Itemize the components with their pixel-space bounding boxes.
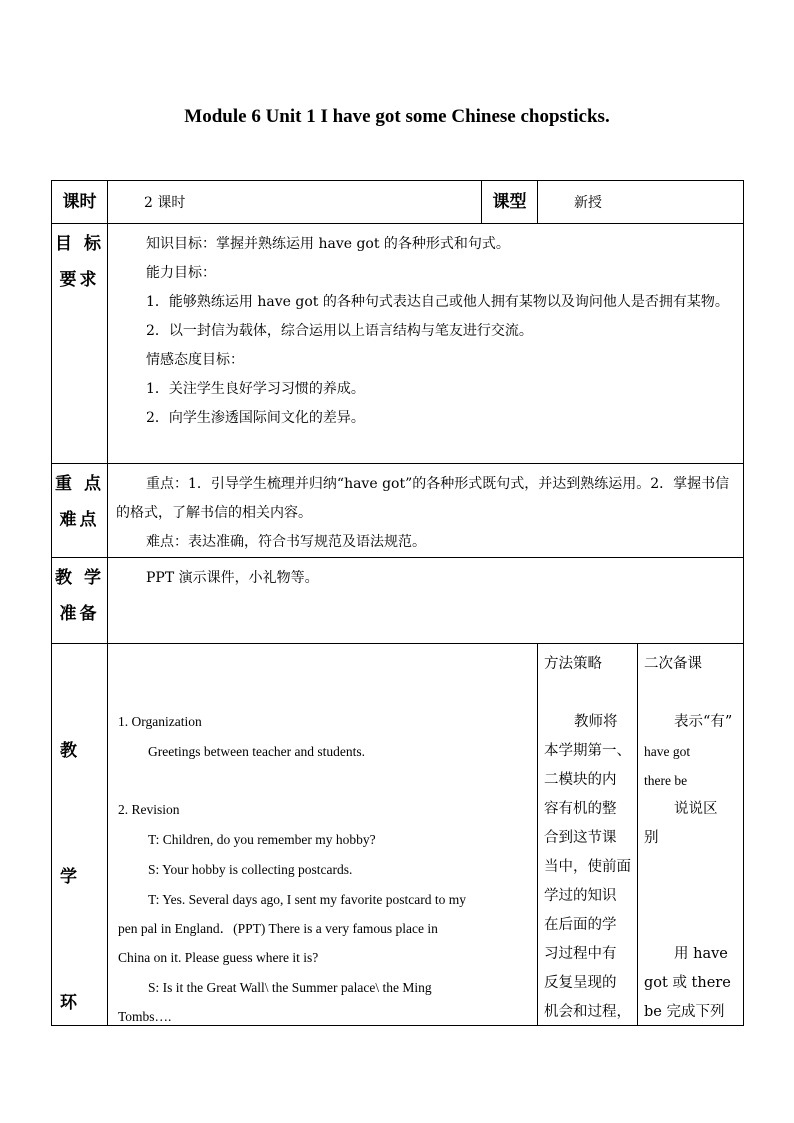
notes-line: 用 have xyxy=(674,946,728,962)
notes-line: be 完成下列 xyxy=(644,1004,725,1020)
process-label-char: 环 xyxy=(60,993,77,1013)
keypoints-label-line1: 重 点 xyxy=(55,474,104,494)
step-line: T: Children, do you remember my hobby? xyxy=(148,832,376,847)
preparation-label xyxy=(52,558,108,644)
method-line: 二模块的内 xyxy=(544,772,617,788)
method-line: 机会和过程， xyxy=(544,1004,631,1020)
step-line: S: Your hobby is collecting postcards. xyxy=(148,862,353,877)
notes-line: have got xyxy=(644,744,691,759)
step-line: 1. Organization xyxy=(118,714,202,729)
notes-header: 二次备课 xyxy=(644,656,702,672)
header-row xyxy=(52,181,744,224)
notes-line: there be xyxy=(644,773,688,788)
objectives-label-line2: 要求 xyxy=(59,270,100,290)
keypoints-row xyxy=(52,464,744,558)
preparation-label-line1: 教 学 xyxy=(55,568,104,588)
objectives-label xyxy=(52,224,108,464)
method-line: 合到这节课 xyxy=(544,830,617,846)
notes-column xyxy=(638,644,744,1026)
step-line: S: Is it the Great Wall\ the Summer palace\ the Ming xyxy=(148,980,432,995)
type-value: 新授 xyxy=(538,181,744,224)
process-steps xyxy=(108,644,538,1026)
method-column xyxy=(538,644,638,1026)
preparation-text: PPT 演示课件，小礼物等。 xyxy=(146,570,319,586)
keypoints-label-line2: 难点 xyxy=(59,510,100,530)
method-header: 方法策略 xyxy=(544,656,602,672)
step-line: 2. Revision xyxy=(118,802,180,817)
method-line: 教师将 xyxy=(574,714,618,730)
process-label-char: 教 xyxy=(60,741,77,761)
step-line: China on it. Please guess where it is? xyxy=(118,950,319,965)
lesson-label: 课时 xyxy=(52,181,108,224)
method-line: 本学期第一、 xyxy=(544,743,631,759)
notes-line: 表示“有” xyxy=(674,714,733,730)
step-line: Greetings between teacher and students. xyxy=(148,744,366,759)
objective-line: 知识目标：掌握并熟练运用 have got 的各种形式和句式。 xyxy=(146,236,510,252)
type-label: 课型 xyxy=(482,181,538,224)
keypoint-line: 难点：表达准确，符合书写规范及语法规范。 xyxy=(146,534,426,550)
method-line: 习过程中有 xyxy=(544,946,617,962)
method-line: 反复呈现的 xyxy=(544,975,617,991)
method-line: 在后面的学 xyxy=(544,917,617,933)
notes-line: 说说区 xyxy=(674,801,718,817)
objectives-row xyxy=(52,224,744,464)
notes-line: 别 xyxy=(644,830,659,846)
objective-line: 1．能够熟练运用 have got 的各种句式表达自己或他人拥有某物以及询问他人是否拥有某物。 xyxy=(146,294,729,310)
objective-line: 情感态度目标： xyxy=(146,352,244,368)
method-line: 学过的知识 xyxy=(544,888,617,904)
process-row xyxy=(52,644,744,1026)
preparation-row xyxy=(52,558,744,644)
objectives-label-line1: 目 标 xyxy=(55,234,104,254)
method-line: 当中，使前面 xyxy=(544,859,631,875)
lesson-value: 2 课时 xyxy=(108,181,482,224)
keypoints-label xyxy=(52,464,108,558)
objectives-content xyxy=(108,224,744,464)
objective-line: 2．向学生渗透国际间文化的差异。 xyxy=(146,410,365,426)
step-line: pen pal in England．(PPT) There is a very famous place in xyxy=(118,921,438,936)
process-label xyxy=(52,644,108,1026)
page-title: Module 6 Unit 1 I have got some Chinese chopsticks. xyxy=(184,106,610,127)
lesson-plan-table xyxy=(51,180,744,1026)
step-line: T: Yes. Several days ago, I sent my favorite postcard to my xyxy=(148,892,467,907)
objective-line: 1．关注学生良好学习习惯的养成。 xyxy=(146,381,365,397)
process-label-char: 学 xyxy=(60,867,77,887)
preparation-label-line2: 准备 xyxy=(59,604,100,624)
keypoint-line: 重点：1．引导学生梳理并归纳“have got”的各种形式既句式，并达到熟练运用。2．掌握书信的格式，了解书信的相关内容。 xyxy=(116,476,730,521)
notes-line: got 或 there xyxy=(644,975,731,991)
preparation-content xyxy=(108,558,744,644)
step-line: Tombs…. xyxy=(118,1009,172,1024)
objective-line: 2．以一封信为载体，综合运用以上语言结构与笔友进行交流。 xyxy=(146,323,533,339)
method-line: 容有机的整 xyxy=(544,801,617,817)
objective-line: 能力目标： xyxy=(146,265,216,281)
keypoints-content xyxy=(108,464,744,558)
